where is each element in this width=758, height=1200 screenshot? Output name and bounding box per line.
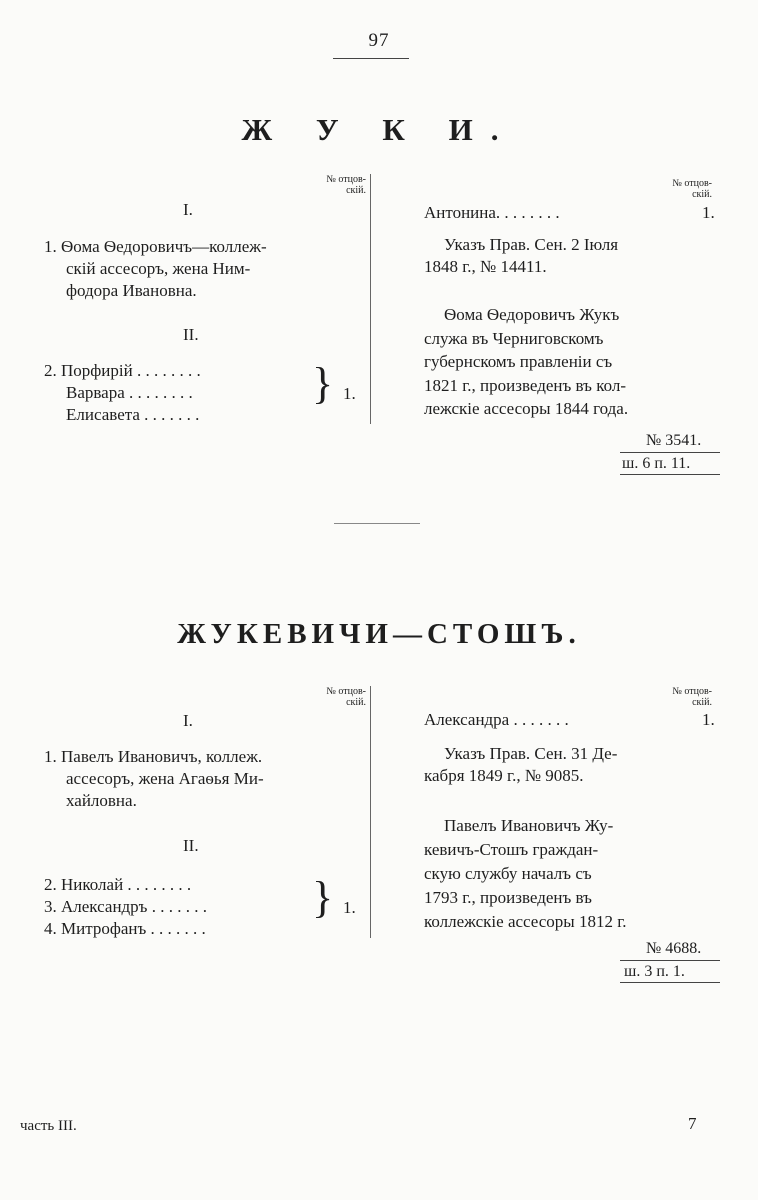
column-header-left: № отцов- скій.: [326, 686, 366, 708]
reference-number: № 4688.: [646, 940, 702, 957]
reference-rule: [620, 474, 720, 475]
reference-location: ш. 6 п. 11.: [622, 455, 691, 472]
generation-roman: I.: [183, 711, 193, 730]
section-title: ЖУКЕВИЧИ—СТОШЪ.: [177, 618, 581, 650]
column-header-left: № отцов- скій.: [326, 174, 366, 196]
entry-text: Антонина. . . . . . . .: [424, 203, 560, 222]
reference-rule: [620, 982, 720, 983]
footer-signature-number: 7: [688, 1114, 697, 1133]
column-header-right: № отцов- скій.: [672, 178, 712, 200]
children-list: 2. Порфирій . . . . . . . . Варвара . . . . . . . . Елисавета . . . . . . .: [44, 361, 201, 424]
page-number-rule: [333, 58, 409, 59]
genealogy-entry: 1. Павелъ Ивановичъ, коллеж. ассесоръ, жена Агаѳья Ми- хайловна.: [44, 747, 264, 810]
section-separator: [334, 523, 420, 524]
reference-rule: [620, 960, 720, 961]
section-title: Ж У К И.: [241, 112, 517, 147]
decree-text: Указъ Прав. Сен. 2 Іюля 1848 г., № 14411.: [424, 235, 619, 276]
generation-roman: I.: [183, 200, 193, 219]
group-number: 1.: [343, 898, 356, 917]
generation-roman: II.: [183, 836, 199, 855]
group-number: 1.: [343, 384, 356, 403]
column-divider: [370, 686, 371, 938]
page-number: 97: [368, 30, 390, 51]
brace: }: [312, 873, 334, 922]
biography-text: Павелъ Ивановичъ Жу- кевичъ-Стошъ граждан- скую службу началъ съ 1793 г., произведенъ въ коллежскіе ассесоры 1812 г.: [424, 816, 627, 931]
column-divider: [370, 174, 371, 424]
entry-number: 1.: [702, 203, 715, 222]
biography-text: Ѳома Ѳедоровичъ Жукъ служа въ Черниговскомъ губернскомъ правленіи съ 1821 г., произведенъ въ кол- лежскіе ассесоры 1844 года.: [424, 305, 629, 418]
column-header-right: № отцов- скій.: [672, 686, 712, 708]
brace: }: [312, 359, 334, 408]
entry-number: 1.: [702, 710, 715, 729]
decree-text: Указъ Прав. Сен. 31 Де- кабря 1849 г., № 9085.: [424, 744, 618, 785]
generation-roman: II.: [183, 325, 199, 344]
footer-part-label: часть III.: [20, 1118, 77, 1134]
reference-number: № 3541.: [646, 432, 702, 449]
reference-rule: [620, 452, 720, 453]
entry-text: Александра . . . . . . .: [424, 710, 569, 729]
children-list: 2. Николай . . . . . . . . 3. Александръ . . . . . . . 4. Митрофанъ . . . . . . .: [44, 875, 207, 938]
reference-location: ш. 3 п. 1.: [624, 963, 685, 980]
genealogy-entry: 1. Ѳома Ѳедоровичъ—коллеж- скій ассесоръ, жена Ним- фодора Ивановна.: [44, 237, 267, 300]
